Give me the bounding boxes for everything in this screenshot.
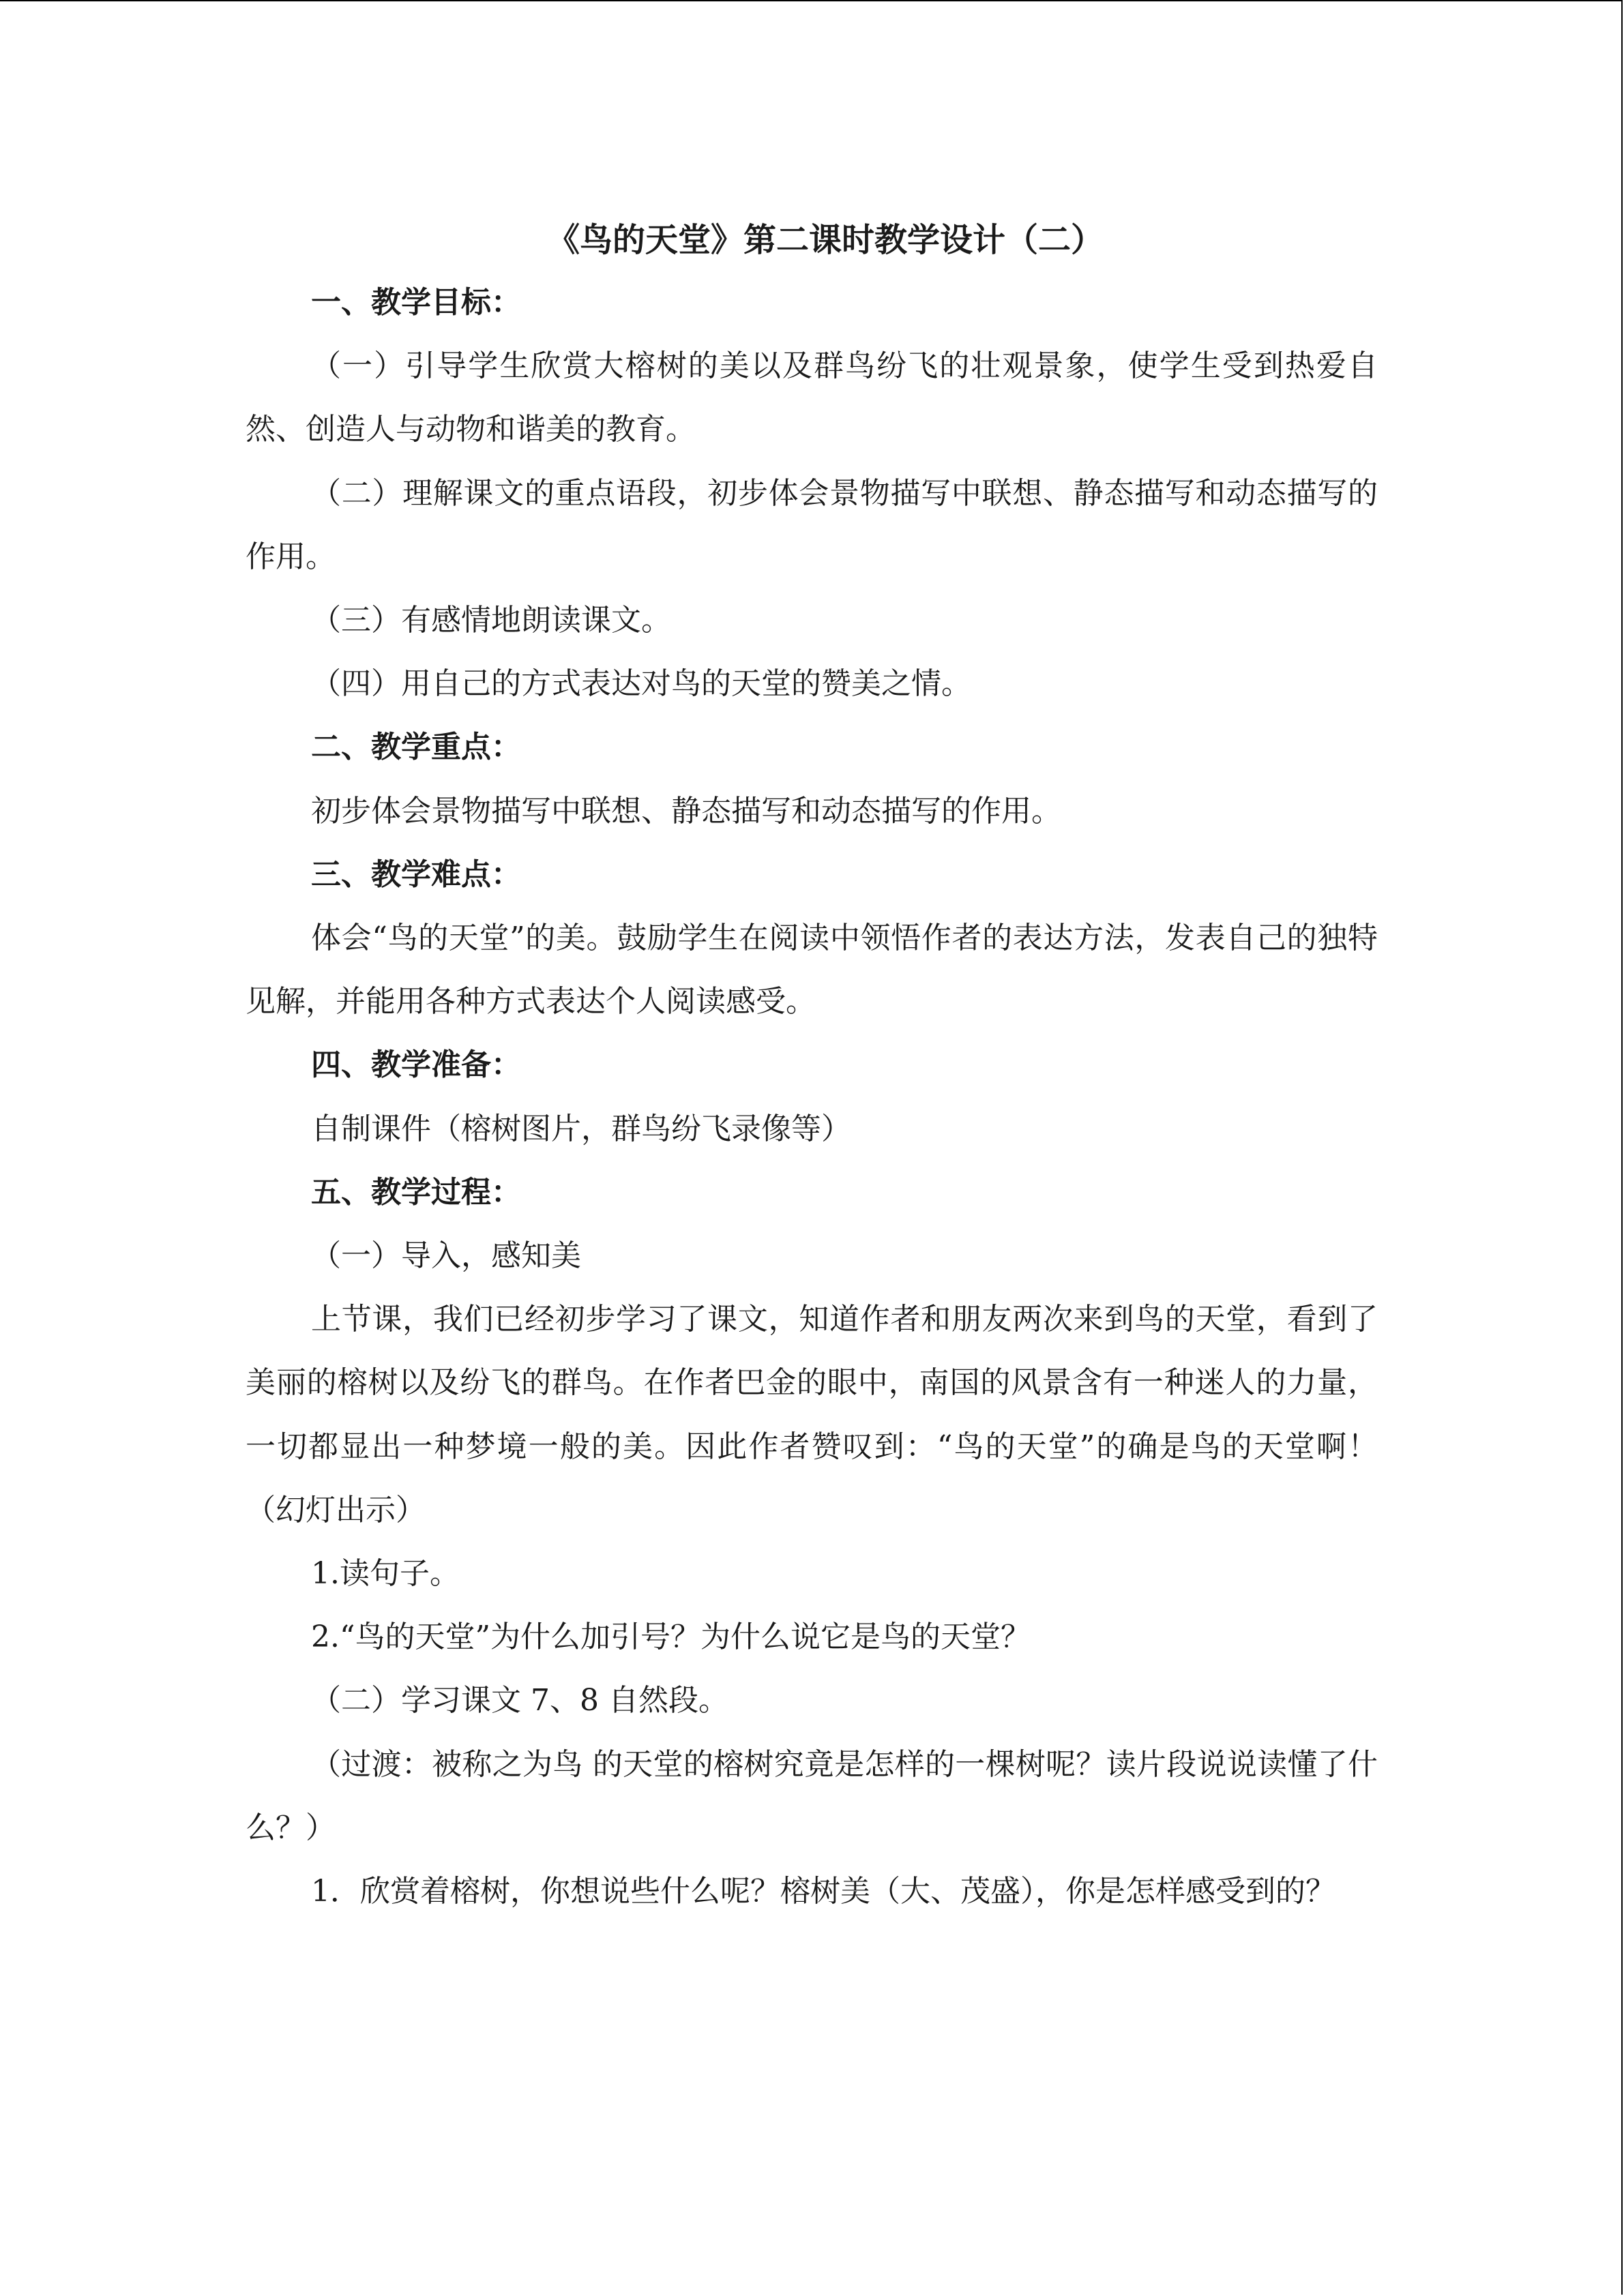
- goal-paragraph-3: （三）有感情地朗读课文。: [311, 603, 671, 638]
- key-points-text: 初步体会景物描写中联想、静态描写和动态描写的作用。: [311, 793, 1061, 829]
- process-question-1: 1．欣赏着榕树，你想说些什么呢？榕树美（大、茂盛），你是怎样感受到的？: [311, 1874, 1335, 1909]
- difficulties-text: 体会“鸟的天堂”的美。鼓励学生在阅读中领悟作者的表达方法，发表自己的独特见解，并能用各种方式表达个人阅读感受。: [246, 921, 1378, 1019]
- process-transition: （过渡：被称之为鸟 的天堂的榕树究竟是怎样的一棵树呢？读片段说说读懂了什么？）: [246, 1746, 1378, 1845]
- process-step-intro: （一）导入，感知美: [311, 1238, 581, 1274]
- process-item-1: 1.读句子。: [311, 1556, 460, 1592]
- section-heading-difficulties: 三、教学难点：: [311, 856, 521, 892]
- preparation-text: 自制课件（榕树图片，群鸟纷飞录像等）: [311, 1111, 851, 1146]
- process-item-2: 2.“鸟的天堂”为什么加引号？为什么说它是鸟的天堂？: [311, 1620, 1031, 1655]
- goal-paragraph-2: （二）理解课文的重点语段，初步体会景物描写中联想、静态描写和动态描写的作用。: [246, 475, 1378, 574]
- goal-paragraph-4: （四）用自己的方式表达对鸟的天堂的赞美之情。: [311, 666, 971, 702]
- goal-paragraph-1: （一）引导学生欣赏大榕树的美以及群鸟纷飞的壮观景象，使学生受到热爱自然、创造人与动物和谐美的教育。: [246, 348, 1378, 447]
- section-heading-preparation: 四、教学准备：: [311, 1047, 521, 1083]
- section-heading-process: 五、教学过程：: [311, 1174, 521, 1210]
- process-paragraph-intro: 上节课，我们已经初步学习了课文，知道作者和朋友两次来到鸟的天堂，看到了美丽的榕树以及纷飞的群鸟。在作者巴金的眼中，南国的风景含有一种迷人的力量，一切都显出一种梦境一般的美。因此作者赞叹到：“鸟的天堂”的确是鸟的天堂啊！（幻灯出示）: [246, 1302, 1378, 1527]
- section-heading-goals: 一、教学目标：: [311, 285, 521, 320]
- process-step-study: （二）学习课文 7、8 自然段。: [311, 1683, 728, 1718]
- document-body: [246, 209, 1378, 1923]
- document-title: 《鸟的天堂》第二课时教学设计（二）: [546, 221, 1104, 259]
- section-heading-key-points: 二、教学重点：: [311, 730, 521, 765]
